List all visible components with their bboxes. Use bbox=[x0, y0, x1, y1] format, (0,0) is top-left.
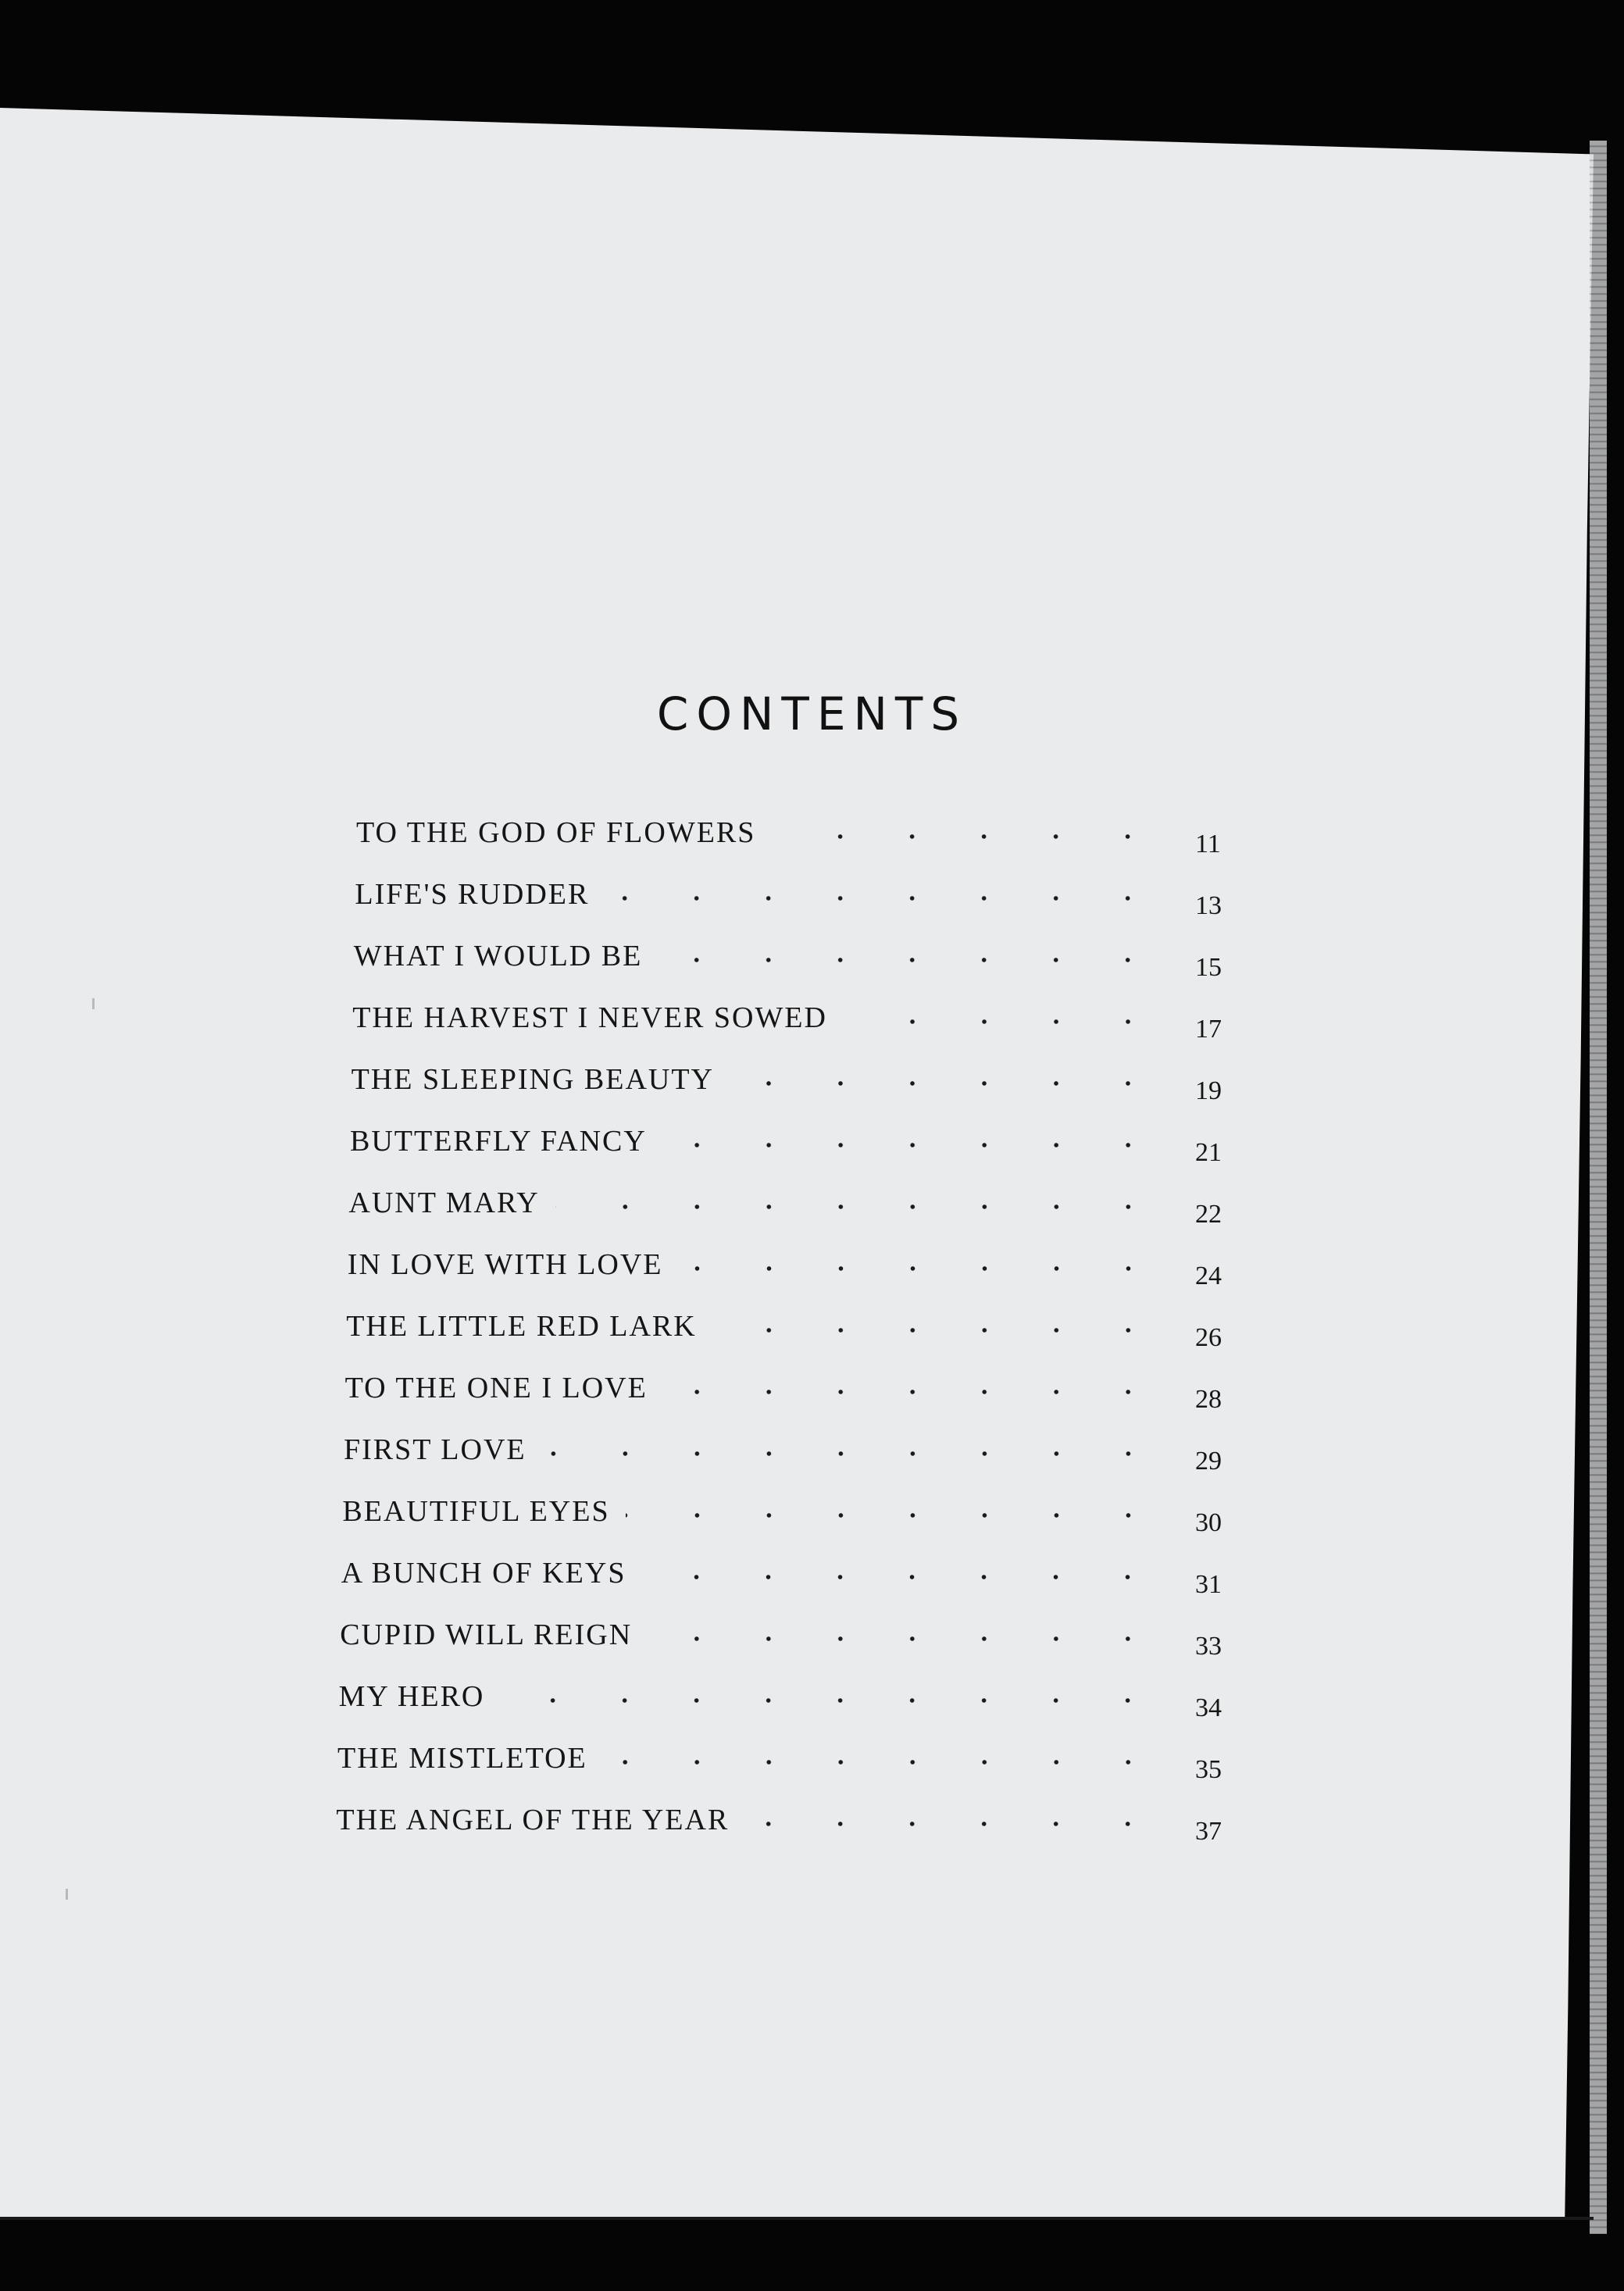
dot-leader bbox=[679, 1265, 1165, 1272]
toc-entry-page-number: 11 bbox=[1195, 830, 1221, 858]
dot-leader bbox=[626, 1511, 1164, 1519]
toc-entry bbox=[337, 1738, 1250, 1800]
toc-entry-page-number: 29 bbox=[1195, 1447, 1222, 1476]
toc-entry-title: MY HERO bbox=[338, 1680, 485, 1713]
toc-entry-title: THE ANGEL OF THE YEAR bbox=[336, 1804, 730, 1836]
toc-entry-page-number: 22 bbox=[1195, 1200, 1222, 1229]
toc-entry-page-number: 21 bbox=[1195, 1138, 1222, 1167]
toc-entry-title: IN LOVE WITH LOVE bbox=[347, 1248, 663, 1281]
toc-entry bbox=[340, 1615, 1250, 1676]
toc-entry-title: AUNT MARY bbox=[348, 1187, 540, 1219]
toc-entry-title: THE MISTLETOE bbox=[337, 1742, 587, 1775]
dot-leader bbox=[648, 1635, 1164, 1643]
toc-entry-page-number: 37 bbox=[1195, 1817, 1222, 1846]
table-of-contents bbox=[336, 812, 1250, 1861]
dot-leader bbox=[500, 1697, 1164, 1704]
toc-entry-page-number: 35 bbox=[1195, 1755, 1222, 1784]
toc-entry-page-number: 28 bbox=[1195, 1385, 1222, 1414]
dot-leader bbox=[555, 1203, 1164, 1211]
dot-leader bbox=[744, 1820, 1164, 1828]
dot-leader bbox=[641, 1573, 1164, 1581]
toc-entry-page-number: 19 bbox=[1195, 1076, 1222, 1105]
toc-entry bbox=[354, 936, 1250, 997]
dot-leader bbox=[663, 1388, 1164, 1396]
dot-leader bbox=[662, 1141, 1164, 1149]
toc-entry-title: TO THE GOD OF FLOWERS bbox=[356, 816, 756, 849]
page-speck bbox=[66, 1889, 68, 1900]
dot-leader bbox=[603, 1758, 1164, 1766]
toc-entry bbox=[336, 1800, 1250, 1861]
dot-leader bbox=[605, 894, 1164, 902]
toc-entry-page-number: 26 bbox=[1195, 1323, 1222, 1352]
toc-entry bbox=[352, 997, 1250, 1059]
toc-entry-page-number: 24 bbox=[1195, 1261, 1222, 1290]
toc-entry bbox=[348, 1244, 1250, 1306]
toc-entry-title: WHAT I WOULD BE bbox=[353, 940, 643, 972]
toc-entry-page-number: 33 bbox=[1195, 1632, 1222, 1661]
toc-entry bbox=[341, 1553, 1250, 1615]
dot-leader bbox=[658, 956, 1164, 964]
toc-entry bbox=[350, 1121, 1250, 1183]
toc-entry bbox=[342, 1491, 1250, 1553]
toc-entry-title: TO THE ONE I LOVE bbox=[344, 1372, 648, 1404]
toc-entry bbox=[352, 1059, 1250, 1121]
toc-entry-page-number: 15 bbox=[1195, 953, 1222, 982]
toc-entry-title: BEAUTIFUL EYES bbox=[342, 1495, 610, 1528]
toc-entry-title: THE HARVEST I NEVER SOWED bbox=[352, 1001, 827, 1034]
toc-entry-page-number: 13 bbox=[1195, 891, 1222, 920]
toc-entry bbox=[348, 1183, 1250, 1244]
dot-leader bbox=[771, 833, 1164, 840]
dot-leader bbox=[542, 1450, 1164, 1458]
page-edge bbox=[1590, 141, 1607, 2234]
dot-leader bbox=[712, 1326, 1164, 1334]
contents-heading: CONTENTS bbox=[656, 687, 968, 740]
dot-leader bbox=[730, 1079, 1164, 1087]
toc-entry bbox=[339, 1676, 1250, 1738]
toc-entry bbox=[344, 1429, 1250, 1491]
toc-entry-title: FIRST LOVE bbox=[344, 1433, 526, 1466]
toc-entry bbox=[356, 812, 1250, 874]
page-speck bbox=[92, 998, 95, 1009]
toc-entry-title: BUTTERFLY FANCY bbox=[350, 1125, 647, 1158]
toc-entry bbox=[345, 1368, 1250, 1429]
toc-entry bbox=[346, 1306, 1250, 1368]
toc-entry bbox=[355, 874, 1250, 936]
toc-entry-page-number: 17 bbox=[1195, 1015, 1222, 1044]
toc-entry-title: CUPID WILL REIGN bbox=[340, 1618, 633, 1651]
toc-entry-title: LIFE'S RUDDER bbox=[355, 878, 590, 911]
toc-entry-page-number: 30 bbox=[1195, 1508, 1222, 1537]
page-bottom-edge bbox=[0, 2217, 1594, 2220]
toc-entry-page-number: 34 bbox=[1195, 1693, 1222, 1722]
toc-entry-title: THE LITTLE RED LARK bbox=[346, 1310, 697, 1343]
toc-entry-title: THE SLEEPING BEAUTY bbox=[351, 1063, 714, 1096]
toc-entry-title: A BUNCH OF KEYS bbox=[341, 1557, 626, 1590]
toc-entry-page-number: 31 bbox=[1195, 1570, 1222, 1599]
dot-leader bbox=[843, 1018, 1164, 1026]
